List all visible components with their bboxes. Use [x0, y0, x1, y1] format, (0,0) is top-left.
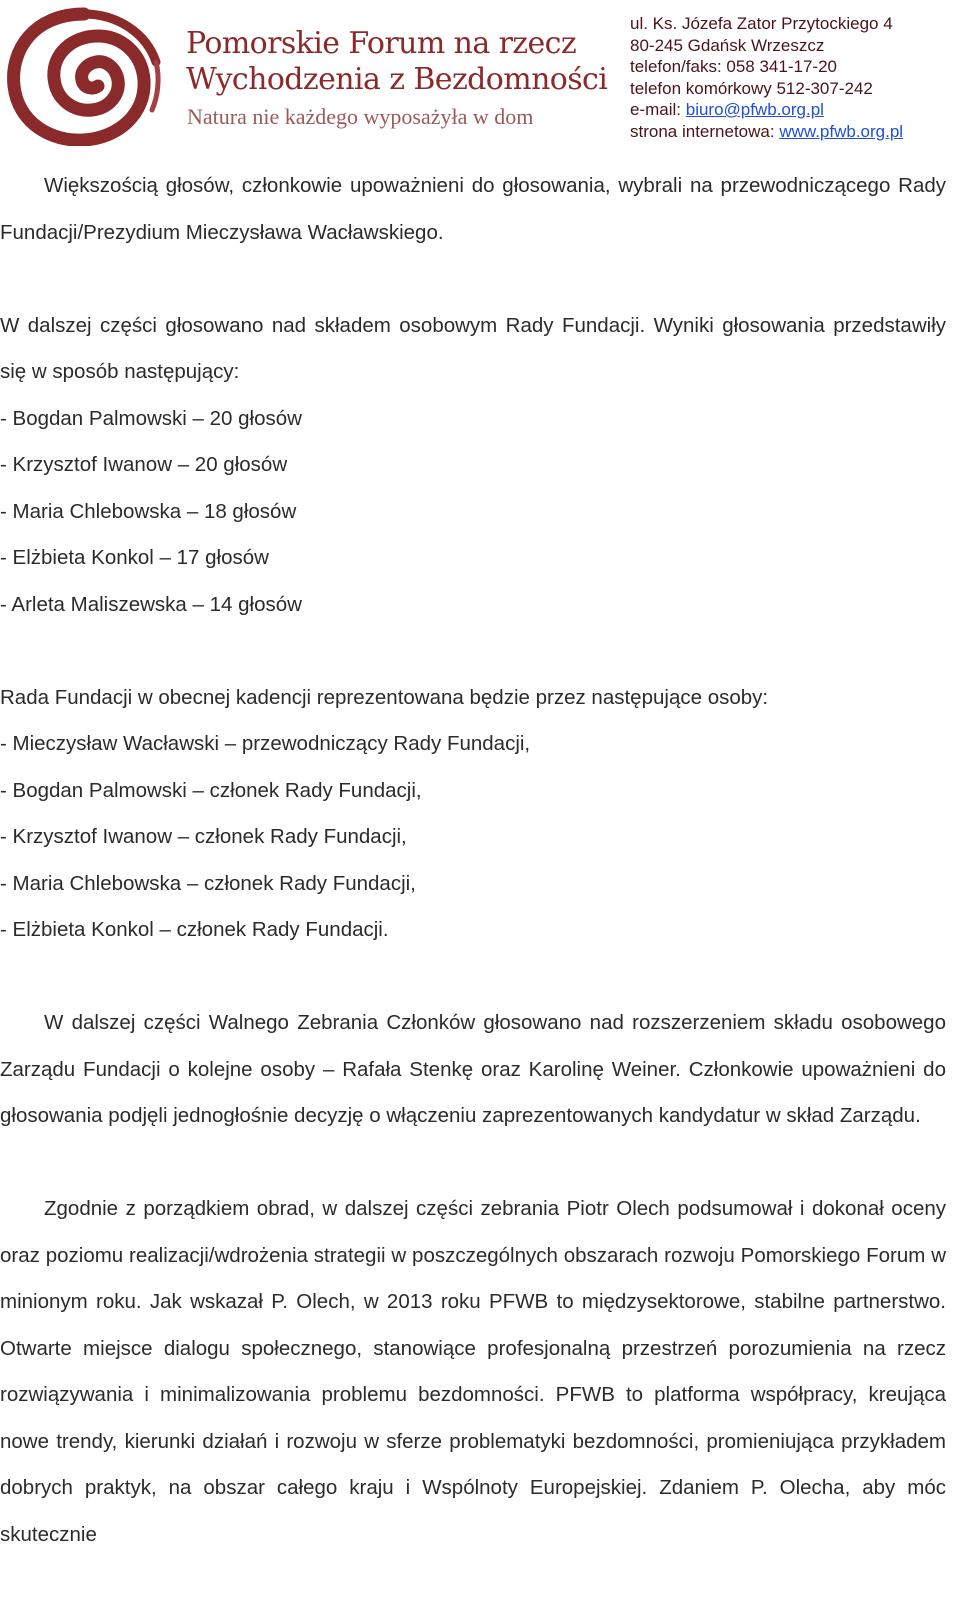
paragraph-strategy-summary: Zgodnie z porządkiem obrad, w dalszej części zebrania Piotr Olech podsumował i dokonał oceny oraz poziomu realizacji/wdrożenia strategii w poszczególnych obszarach rozwoju Pomorskiego Forum w minionym roku. Jak wskazał P. Olech, w 2013 roku PFWB to międzysektorowe, stabilne partnerstwo. Otwarte miejsce dialogu społecznego, stanowiące profesjonalną przestrzeń porozumienia na rzecz rozwiązywania i minimalizowania problemu bezdomności. PFWB to platforma współpracy, kreująca nowe trendy, kierunki działań i rozwoju w sferze problematyki bezdomności, promieniująca przykładem dobrych praktyk, na obszar całego kraju i Wspólnoty Europejskiej. Zdaniem P. Olecha, aby móc skutecznie: [0, 1197, 946, 1546]
paragraph-board-vote-intro: W dalszej części głosowano nad składem osobowym Rady Fundacji. Wyniki głosowania przedstawiły się w sposób następujący:: [0, 313, 946, 383]
organization-name-line2: Wychodzenia z Bezdomności: [186, 62, 608, 97]
document-body: [0, 163, 946, 1558]
vote-results-list: [0, 396, 946, 629]
contact-block: [630, 13, 903, 142]
spiral-shell-logo-icon: [6, 6, 162, 146]
list-item: - Elżbieta Konkol – członek Rady Fundacji.: [0, 918, 389, 941]
website-row: [630, 121, 903, 143]
paragraph-chairman-election: Większością głosów, członkowie upoważnieni do głosowania, wybrali na przewodniczącego Rady Fundacji/Prezydium Mieczysława Wacławskiego.: [0, 174, 946, 244]
list-item: - Krzysztof Iwanow – 20 głosów: [0, 453, 288, 476]
letterhead: [0, 0, 960, 152]
board-members-list: [0, 721, 946, 954]
paragraph-board-composition-intro: Rada Fundacji w obecnej kadencji reprezentowana będzie przez następujące osoby:: [0, 685, 769, 709]
paragraph-spacer: [0, 1140, 946, 1187]
phone-fax: telefon/faks: 058 341-17-20: [630, 57, 837, 76]
list-item: - Bogdan Palmowski – członek Rady Fundacji,: [0, 778, 422, 802]
list-item: - Bogdan Palmowski – 20 głosów: [0, 406, 302, 430]
list-item: - Maria Chlebowska – członek Rady Fundacji,: [0, 871, 416, 895]
paragraph-management-expansion: W dalszej części Walnego Zebrania Członków głosowano nad rozszerzeniem składu osobowego Zarządu Fundacji o kolejne osoby – Rafała Stenkę oraz Karolinę Weiner. Członkowie upoważnieni do głosowania podjęli jednogłośnie decyzję o włączeniu zaprezentowanych kandydatur w skład Zarządu.: [0, 1011, 946, 1127]
website-label: strona internetowa:: [630, 121, 780, 141]
paragraph-spacer: [0, 256, 946, 303]
website-link[interactable]: www.pfwb.org.pl: [779, 121, 904, 141]
paragraph-spacer: [0, 628, 946, 675]
address-line2: 80-245 Gdańsk Wrzeszcz: [630, 35, 825, 55]
address-line1: ul. Ks. Józefa Zator Przytockiego 4: [630, 14, 893, 33]
list-item: - Krzysztof Iwanow – członek Rady Fundacji,: [0, 825, 407, 848]
list-item: - Maria Chlebowska – 18 głosów: [0, 499, 297, 523]
email-row: [630, 99, 903, 121]
paragraph-spacer: [0, 954, 946, 1001]
organization-motto: Natura nie każdego wyposażyła w dom: [187, 104, 534, 129]
organization-name-line1: Pomorskie Forum na rzecz: [186, 26, 577, 61]
list-item: - Elżbieta Konkol – 17 głosów: [0, 546, 269, 569]
organization-name: [186, 26, 607, 98]
list-item: - Arleta Maliszewska – 14 głosów: [0, 592, 302, 616]
email-link[interactable]: biuro@pfwb.org.pl: [685, 100, 824, 119]
list-item: - Mieczysław Wacławski – przewodniczący Rady Fundacji,: [0, 732, 531, 755]
mobile-phone: telefon komórkowy 512-307-242: [630, 78, 873, 98]
email-label: e-mail:: [630, 100, 686, 119]
